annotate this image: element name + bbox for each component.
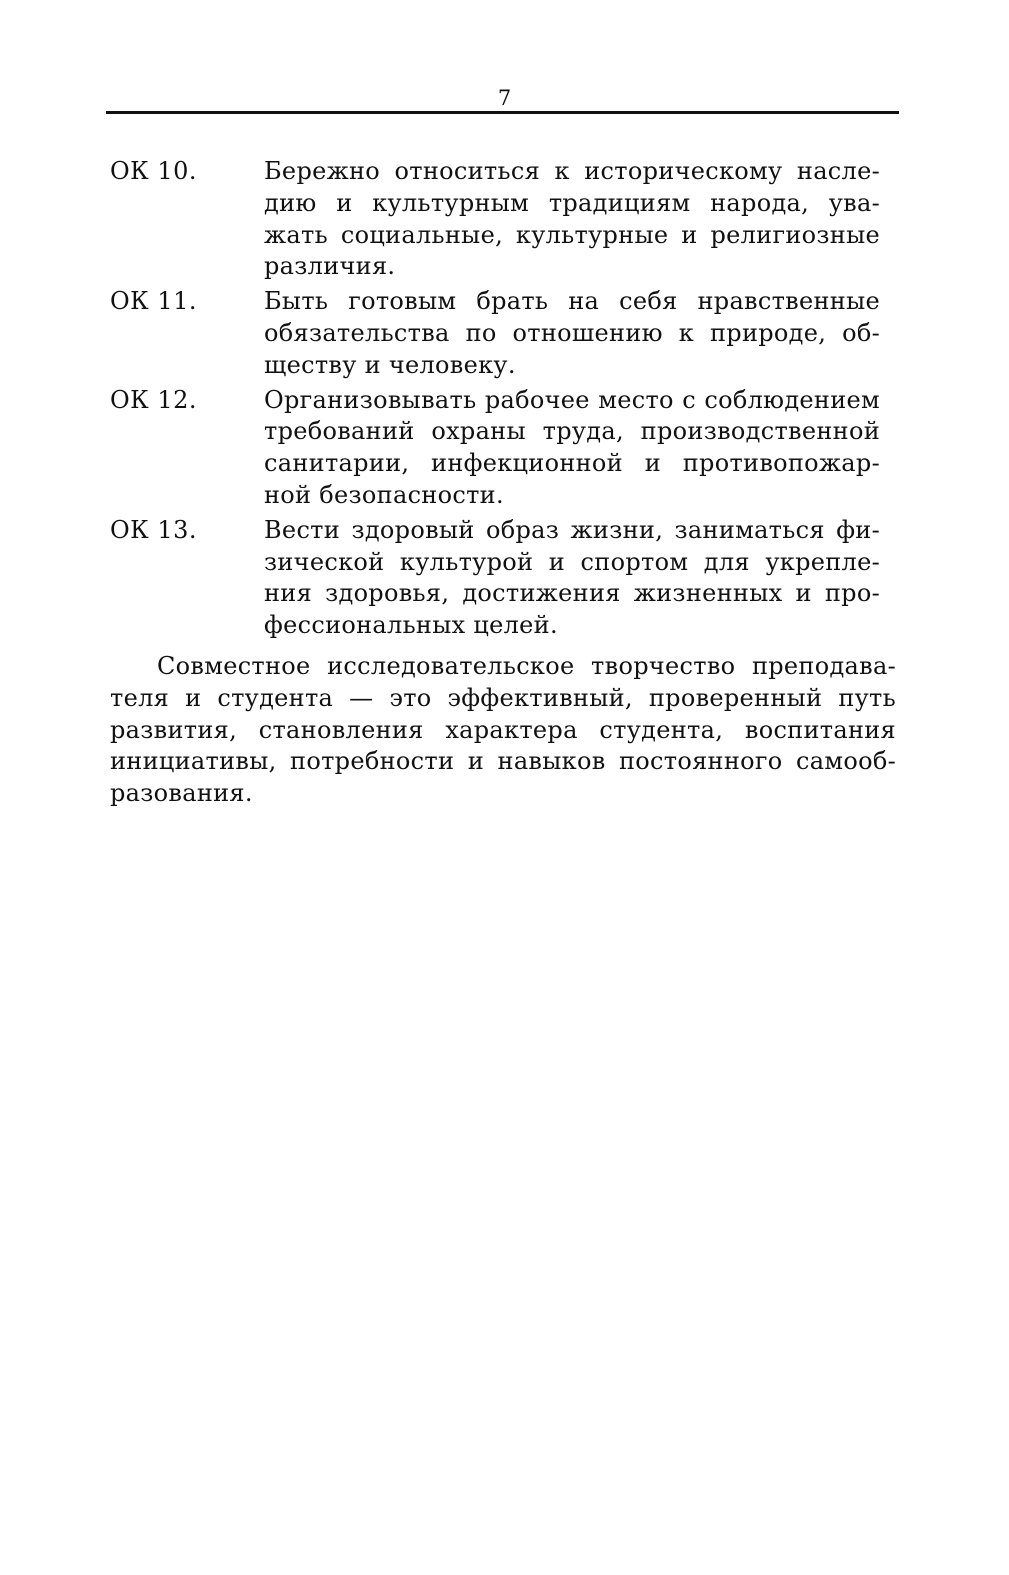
text-line: Совместное исследовательское творчество преподава-	[157, 652, 896, 680]
text-line: обязательства по отношению к природе, об-	[264, 318, 880, 347]
competency-item	[110, 286, 880, 381]
text-line: развития, становления характера студента, воспитания	[110, 715, 896, 744]
competency-code: ОК 10.	[110, 157, 198, 185]
text-line: теля и студента — это эффективный, проверенный путь	[110, 683, 896, 712]
competency-item	[110, 385, 880, 512]
competency-list	[110, 156, 880, 645]
competency-code: ОК 11.	[110, 287, 198, 316]
body-paragraph	[110, 651, 896, 810]
competency-item	[110, 515, 880, 642]
competency-text	[264, 156, 880, 283]
text-line: Бережно относиться к историческому насле-	[264, 157, 880, 185]
competency-code: ОК 13.	[110, 515, 198, 544]
text-line: жать социальные, культурные и религиозные	[264, 220, 880, 249]
text-line: зической культурой и спортом для укрепле-	[264, 547, 880, 576]
text-line: различия.	[264, 252, 396, 281]
text-line: требований охраны труда, производственной	[264, 417, 880, 446]
competency-code: ОК 12.	[110, 385, 198, 414]
competency-text	[264, 286, 880, 381]
text-line: дию и культурным традициям народа, ува-	[264, 188, 880, 217]
text-line: ществу и человеку.	[264, 350, 516, 379]
text-line: ния здоровья, достижения жизненных и про-	[264, 579, 880, 608]
page-number: 7	[497, 86, 512, 110]
text-line: санитарии, инфекционной и противопожар-	[264, 449, 880, 478]
text-line: Быть готовым брать на себя нравственные	[264, 287, 880, 316]
competency-text	[264, 515, 880, 642]
text-line: ной безопасности.	[264, 480, 504, 509]
text-line: инициативы, потребности и навыков постоянного самооб-	[110, 747, 896, 776]
header-rule	[106, 111, 899, 114]
text-line: Организовывать рабочее место с соблюдением	[264, 385, 880, 414]
text-line: разования.	[110, 779, 253, 808]
competency-text	[264, 385, 880, 512]
text-line: Вести здоровый образ жизни, заниматься фи-	[264, 515, 880, 544]
text-line: фессиональных целей.	[264, 611, 558, 640]
competency-item	[110, 156, 880, 283]
